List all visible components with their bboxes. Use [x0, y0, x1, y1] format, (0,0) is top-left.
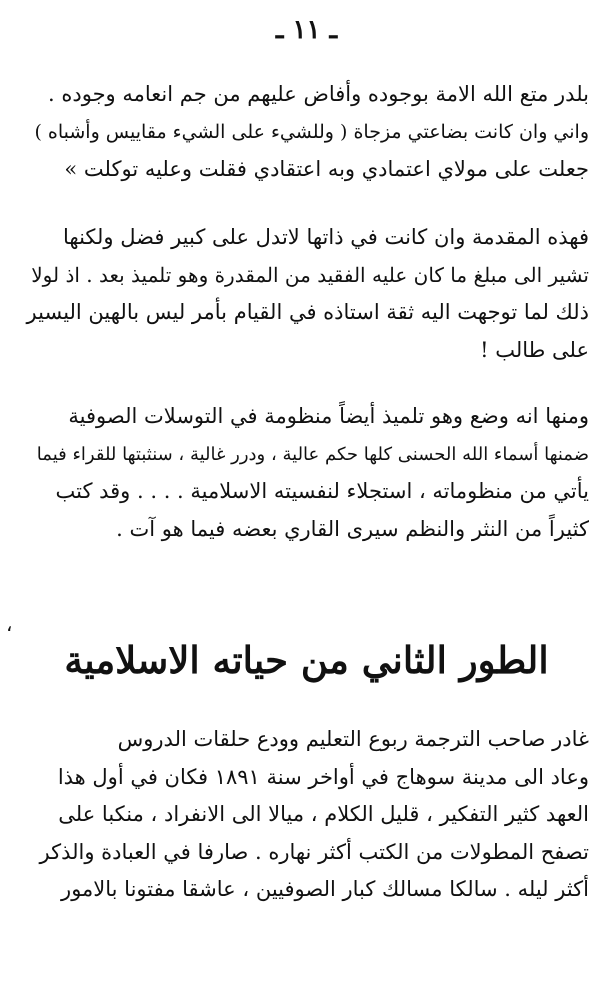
text-line: ذلك لما توجهت اليه ثقة استاذه في القيام بأمر ليس بالهين اليسير [26, 300, 589, 324]
text-line: أكثر ليله . سالكا مسالك كبار الصوفيين ، عاشقا مفتونا بالامور [61, 877, 589, 901]
paragraph-poem-note [19, 398, 589, 548]
text-line: جعلت على مولاي اعتمادي وبه اعتقادي فقلت وعليه توكلت » [64, 157, 589, 181]
text-line: على طالب ! [480, 337, 589, 362]
text-line: ومنها انه وضع وهو تلميذ أيضاً منظومة في التوسلات الصوفية [68, 404, 589, 428]
text-line: ضمنها أسماء الله الحسنى كلها حكم عالية ، ودرر غالية ، سنثبتها للقراء فيما [36, 443, 589, 465]
text-line: تصفح المطولات من الكتب أكثر نهاره . صارفا في العبادة والذكر [39, 839, 589, 864]
text-line: فهذه المقدمة وان كانت في ذاتها لاتدل على كبير فضل ولكنها [63, 225, 589, 249]
text-line: وعاد الى مدينة سوهاج في أواخر سنة ١٨٩١ فكان في أول هذا [57, 764, 589, 789]
text-line: يأتي من منظوماته ، استجلاء لنفسيته الاسلامية . . . . وقد كتب [55, 479, 589, 503]
paragraph-introduction-note [19, 219, 589, 369]
text-line: واني وان كانت بضاعتي مزجاة ( وللشيء على الشيء مقاييس وأشباه ) [34, 120, 589, 143]
text-line: العهد كثير التفكير ، قليل الكلام ، ميالا الى الانفراد ، منكبا على [58, 802, 589, 826]
margin-mark: ، [6, 612, 13, 636]
paragraph-intro [19, 76, 589, 189]
text-line: بلدر متع الله الامة بوجوده وأفاض عليهم من جم انعامه وجوده . [48, 82, 589, 106]
section-heading: الطور الثاني من حياته الاسلامية [64, 638, 549, 682]
paragraph-second-phase [19, 721, 589, 909]
text-line: كثيراً من النثر والنظم سيرى القاري بعضه فيما هو آت . [116, 516, 589, 541]
text-line: تشير الى مبلغ ما كان عليه الفقيد من المقدرة وهو تلميذ بعد . اذ لولا [31, 262, 589, 287]
text-line: غادر صاحب الترجمة ربوع التعليم وودع حلقات الدروس [117, 727, 589, 751]
page-number: ـ ١١ ـ [275, 15, 338, 45]
